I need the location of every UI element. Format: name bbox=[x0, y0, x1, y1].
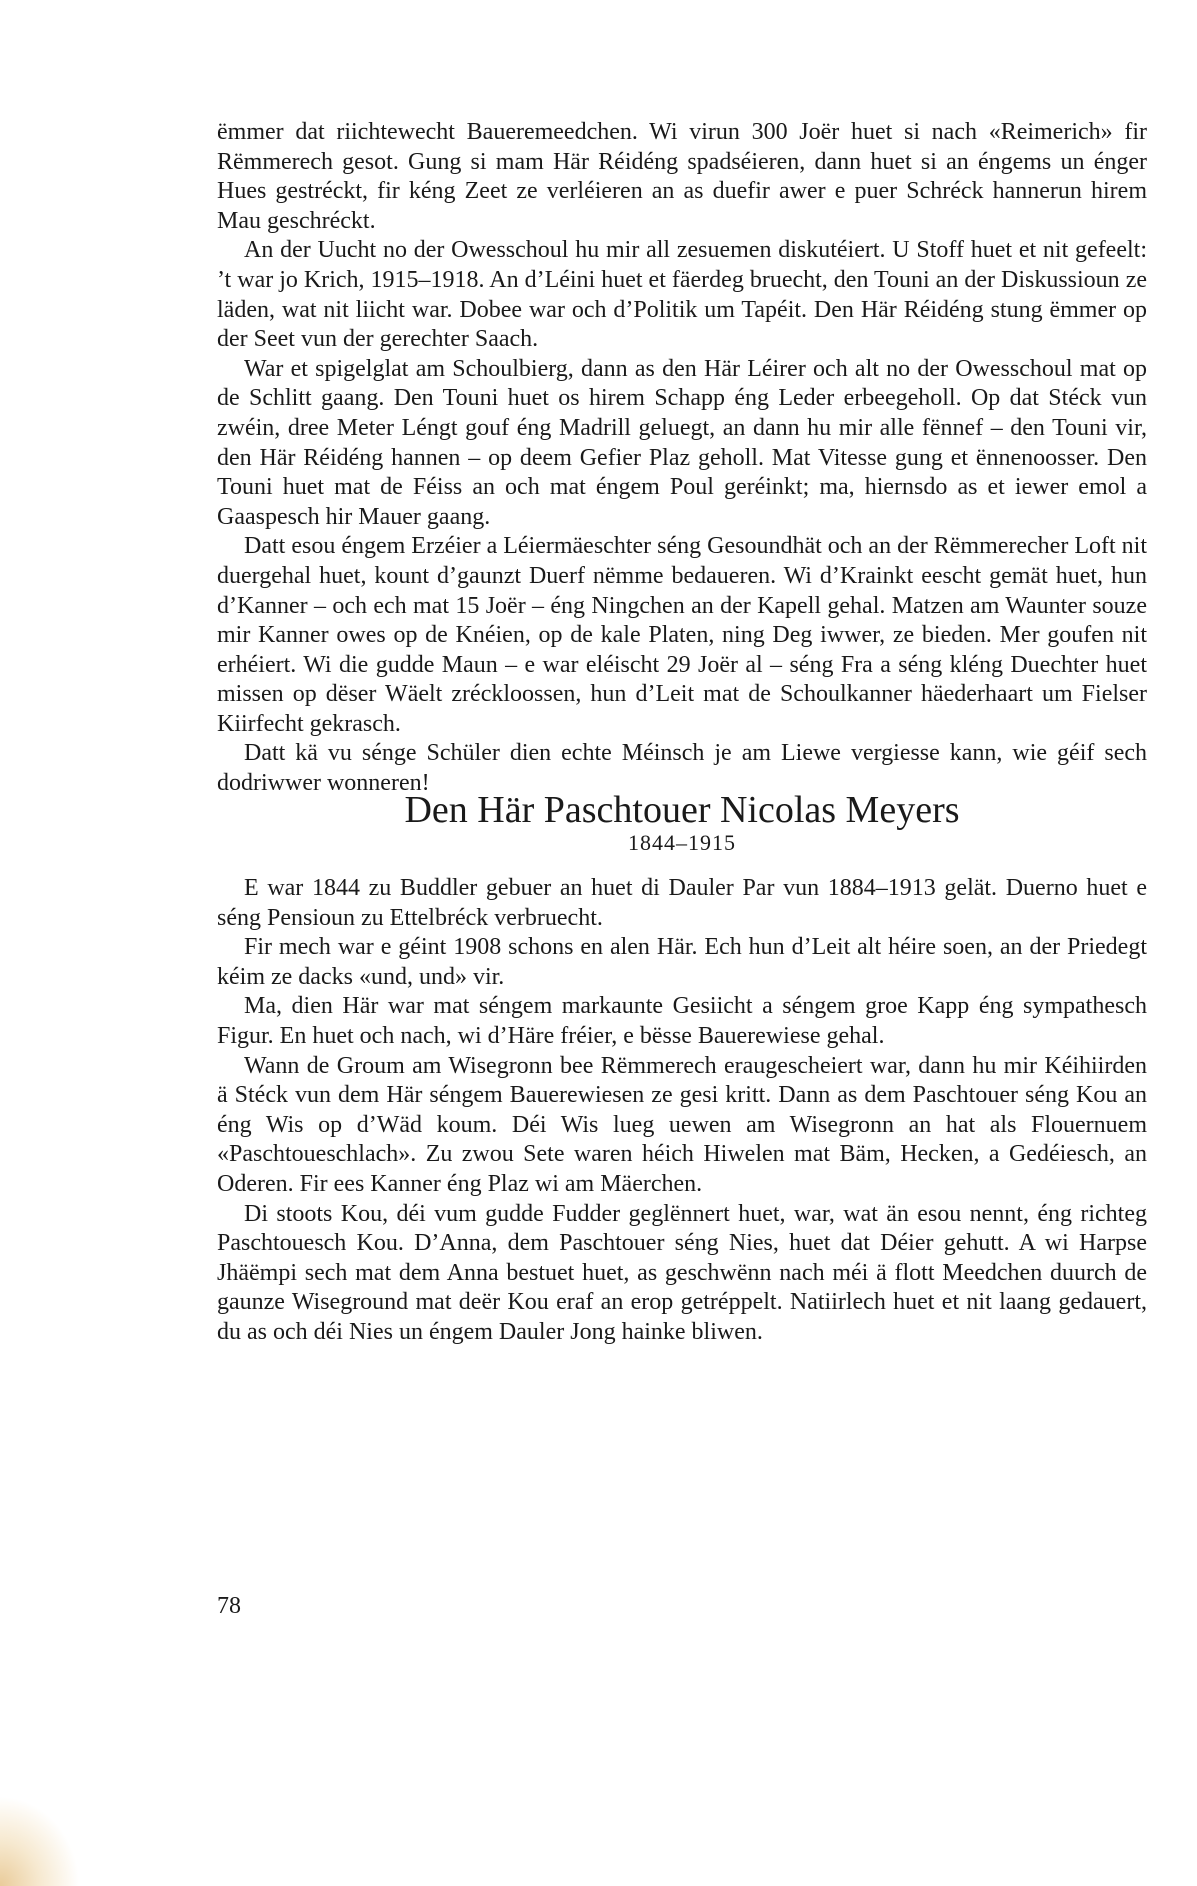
page-number: 78 bbox=[217, 1593, 241, 1619]
paragraph-3: War et spigelglat am Schoulbierg, dann as den Här Léirer och alt no der Owesschoul mat op de Schlitt gaang. Den Touni huet os hirem Schapp éng Leder erbeegeholl. Op dat Stéck vun zwéin, dree Meter Léngt gouf éng Madrill geluegt, an dann hu mir alle fënnef – den Touni vir, den Här Réidéng hannen – op deem Gefier Plaz geholl. Mat Vitesse gung et ënnenoosser. Den Touni huet mat de Féiss an och mat éngem Poul geréinkt; ma, hiernsdo as et iewer emol a Gaaspesch hir Mauer gaang. bbox=[217, 355, 1147, 530]
paragraph-4: Datt esou éngem Erzéier a Léiermäeschter séng Gesoundhät och an der Rëmmerecher Loft nit duergehal huet, kount d’gaunzt Duerf nëmme bedaueren. Wi d’Krainkt eescht gemät huet, hun d’Kanner – och ech mat 15 Joër – éng Ningchen an der Kapell gehal. Matzen am Waunter souze mir Kanner owes op de Knéien, op de kale Platen, ning Deg iwwer, ze bieden. Mer goufen nit erhéiert. Wi die gudde Maun – e war eléischt 29 Joër al – séng Fra a séng kléng Duechter huet missen op dëser Wäelt zréckloossen, hun d’Leit mat de Schoulkanner häederhaart um Fielser Kiirfecht gekrasch. bbox=[217, 533, 1147, 737]
paragraph-1: ëmmer dat riichtewecht Baueremeedchen. Wi virun 300 Joër huet si nach «Reimerich» fir Rëmmerech gesot. Gung si mam Här Réidéng spadséieren, dann huet si an éngems un énger Hues gestréckt, fir kéng Zeet ze verléieren an as duefir awer e puer Schréck hannerun hirem Mau geschréckt. bbox=[217, 119, 1147, 234]
paragraph-2: An der Uucht no der Owesschoul hu mir all zesuemen diskutéiert. U Stoff huet et nit gefeelt: ’t war jo Krich, 1915–1918. An d’Léini huet et fäerdeg bruecht, den Touni an der Diskussioun ze läden, wat nit liicht war. Dobee war och d’Politik um Tapéit. Den Här Réidéng stung ëmmer op der Seet vun der gerechter Saach. bbox=[217, 237, 1147, 353]
paper-stain bbox=[0, 1796, 80, 1886]
paragraph-9: Wann de Groum am Wisegronn bee Rëmmerech eraugescheiert war, dann hu mir Kéihiirden ä Stéck vun dem Här séngem Bauerewiesen ze gesi kritt. Dann as dem Paschtouer séng Kou an éng Wis op d’Wäd koum. Déi Wis lueg uewen am Wisegronn an hat als Flouernuem «Paschtoueschlach». Zu zwou Sete waren héich Hiwelen mat Bäm, Hecken, a Gedéiesch, an Oderen. Fir ees Kanner éng Plaz wi am Mäerchen. bbox=[217, 1052, 1147, 1197]
section-title: Den Här Paschtouer Nicolas Meyers bbox=[404, 789, 960, 831]
paragraph-6: E war 1844 zu Buddler gebuer an huet di Dauler Par vun 1884–1913 gelät. Duerno huet e séng Pensioun zu Ettelbréck verbruecht. bbox=[217, 875, 1147, 931]
paragraph-5: Datt kä vu sénge Schüler dien echte Méinsch je am Liewe vergiesse kann, wie géif sech dodriwwer wonneren! bbox=[217, 740, 1147, 797]
section-dates: 1844–1915 bbox=[628, 830, 736, 855]
paragraph-10: Di stoots Kou, déi vum gudde Fudder geglënnert huet, war, wat än esou nennt, éng richteg Paschtouesch Kou. D’Anna, dem Paschtouer séng Nies, huet dat Déier gehutt. A wi Harpse Jhäëmpi sech mat dem Anna bestuet huet, as geschwënn nach méi ä flott Meedchen duurch de gaunze Wiseground mat deër Kou eraf an erop getréppelt. Natiirlech huet et nit laang gedauert, du as och déi Nies un éngem Dauler Jong hainke bliwen. bbox=[217, 1200, 1147, 1345]
text-block-bottom bbox=[217, 874, 1147, 1348]
paragraph-8: Ma, dien Här war mat séngem markaunte Gesiicht a séngem groe Kapp éng sympathesch Figur. En huet och nach, wi d’Häre fréier, e bësse Bauerewiese gehal. bbox=[217, 993, 1147, 1049]
text-block-top bbox=[217, 118, 1147, 799]
paragraph-7: Fir mech war e géint 1908 schons en alen Här. Ech hun d’Leit alt héire soen, an der Priedegt kéim ze dacks «und, und» vir. bbox=[217, 934, 1147, 990]
